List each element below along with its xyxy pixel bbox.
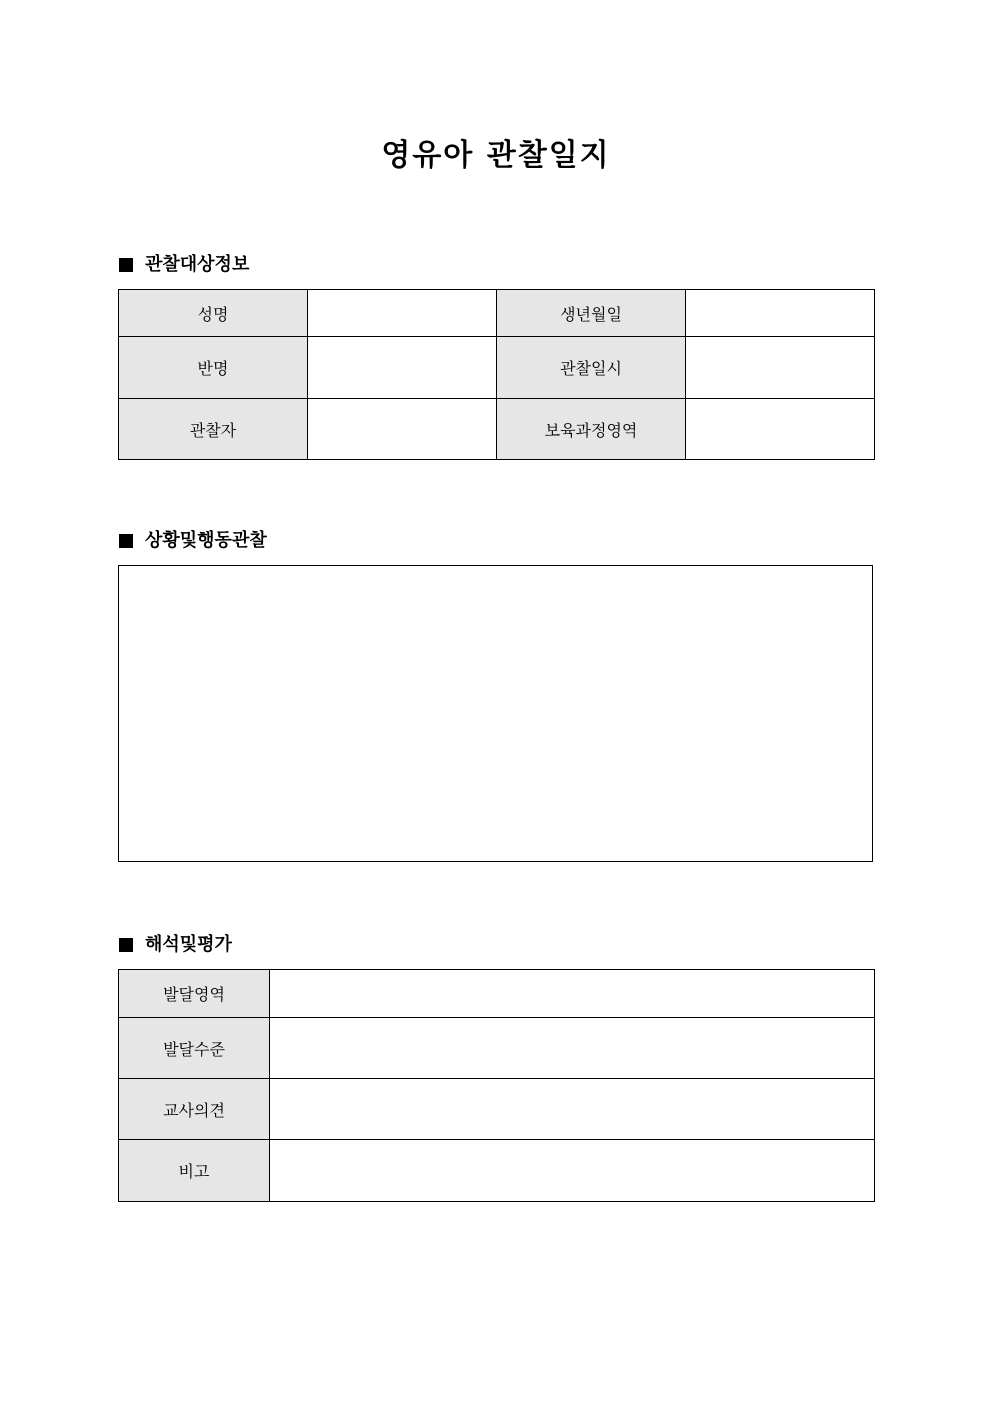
square-bullet-icon: [119, 534, 133, 548]
curriculum-area-field[interactable]: [686, 399, 875, 460]
evaluation-heading-label: 해석및평가: [145, 934, 232, 955]
table-row: [119, 399, 875, 460]
observation-heading-label: 상황및행동관찰: [145, 530, 267, 551]
development-area-field[interactable]: [270, 970, 875, 1018]
square-bullet-icon: [119, 938, 133, 952]
remarks-field[interactable]: [270, 1140, 875, 1202]
development-level-field[interactable]: [270, 1018, 875, 1079]
table-row: [119, 1018, 875, 1079]
observation-datetime-label: 관찰일시: [497, 337, 686, 399]
table-row: [119, 1140, 875, 1202]
class-name-field[interactable]: [308, 337, 497, 399]
birthdate-label: 생년월일: [497, 290, 686, 337]
subject-info-heading-label: 관찰대상정보: [145, 254, 250, 275]
name-field[interactable]: [308, 290, 497, 337]
name-label: 성명: [119, 290, 308, 337]
table-row: [119, 337, 875, 399]
evaluation-heading: [119, 933, 232, 957]
table-row: [119, 1079, 875, 1140]
observer-field[interactable]: [308, 399, 497, 460]
observation-heading: [119, 529, 267, 553]
remarks-label: 비고: [119, 1140, 270, 1202]
square-bullet-icon: [119, 258, 133, 272]
table-row: [119, 970, 875, 1018]
table-row: [119, 290, 875, 337]
observation-datetime-field[interactable]: [686, 337, 875, 399]
evaluation-table: [118, 969, 875, 1202]
teacher-opinion-label: 교사의견: [119, 1079, 270, 1140]
development-level-label: 발달수준: [119, 1018, 270, 1079]
class-name-label: 반명: [119, 337, 308, 399]
subject-info-heading: [119, 253, 249, 277]
development-area-label: 발달영역: [119, 970, 270, 1018]
curriculum-area-label: 보육과정영역: [497, 399, 686, 460]
page-title: 영유아 관찰일지: [381, 138, 611, 173]
teacher-opinion-field[interactable]: [270, 1079, 875, 1140]
observer-label: 관찰자: [119, 399, 308, 460]
observation-textarea[interactable]: [118, 565, 873, 862]
birthdate-field[interactable]: [686, 290, 875, 337]
subject-info-table: [118, 289, 875, 460]
